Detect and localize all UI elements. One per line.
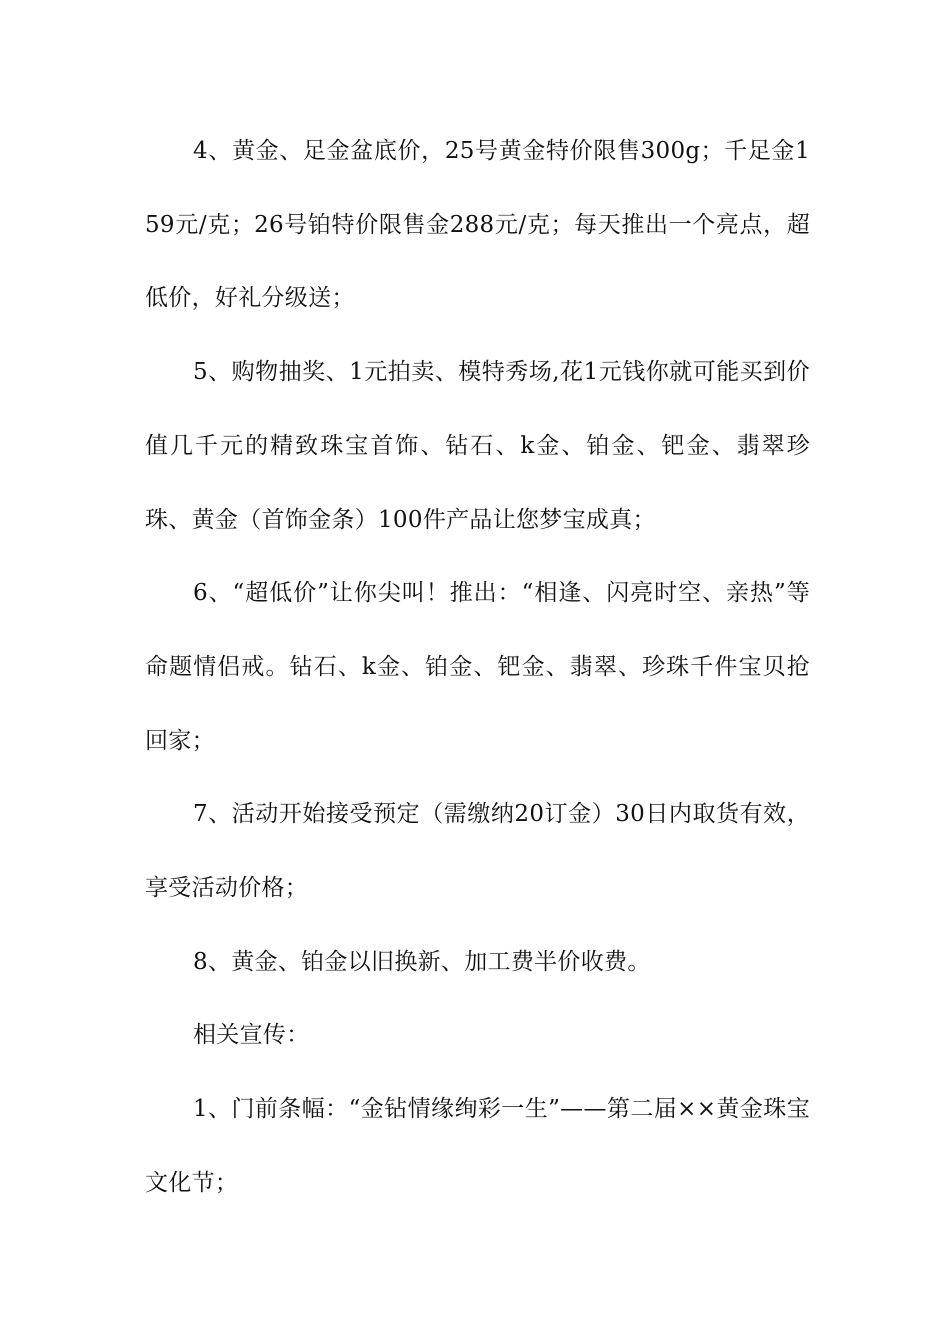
paragraph-item-6-low-price-rings: 6、“超低价”让你尖叫！推出：“相逢、闪亮时空、亲热”等命题情侣戒。钻石、k金、铂金、钯金、翡翠、珍珠千件宝贝抢回家； — [145, 580, 810, 754]
paragraph-item-4-gold-pricing: 4、黄金、足金盆底价，25号黄金特价限售300g；千足金159元/克；26号铂特价限售金288元/克；每天推出一个亮点，超低价，好礼分级送； — [145, 138, 810, 312]
paragraph-item-1-banner: 1、门前条幅：“金钻情缘绚彩一生”——第二届××黄金珠宝文化节； — [145, 1096, 810, 1196]
paragraph-item-7-preorder: 7、活动开始接受预定（需缴纳20订金）30日内取货有效，享受活动价格； — [145, 801, 810, 902]
document-body — [145, 115, 810, 1221]
paragraph-item-8-trade-in: 8、黄金、铂金以旧换新、加工费半价收费。 — [193, 948, 651, 975]
paragraph-item-5-lottery-auction: 5、购物抽奖、1元拍卖、模特秀场,花1元钱你就可能买到价值几千元的精致珠宝首饰、钻石、k金、铂金、钯金、翡翠珍珠、黄金（首饰金条）100件产品让您梦宝成真； — [145, 359, 810, 533]
section-heading-publicity: 相关宣传： — [193, 1022, 310, 1049]
